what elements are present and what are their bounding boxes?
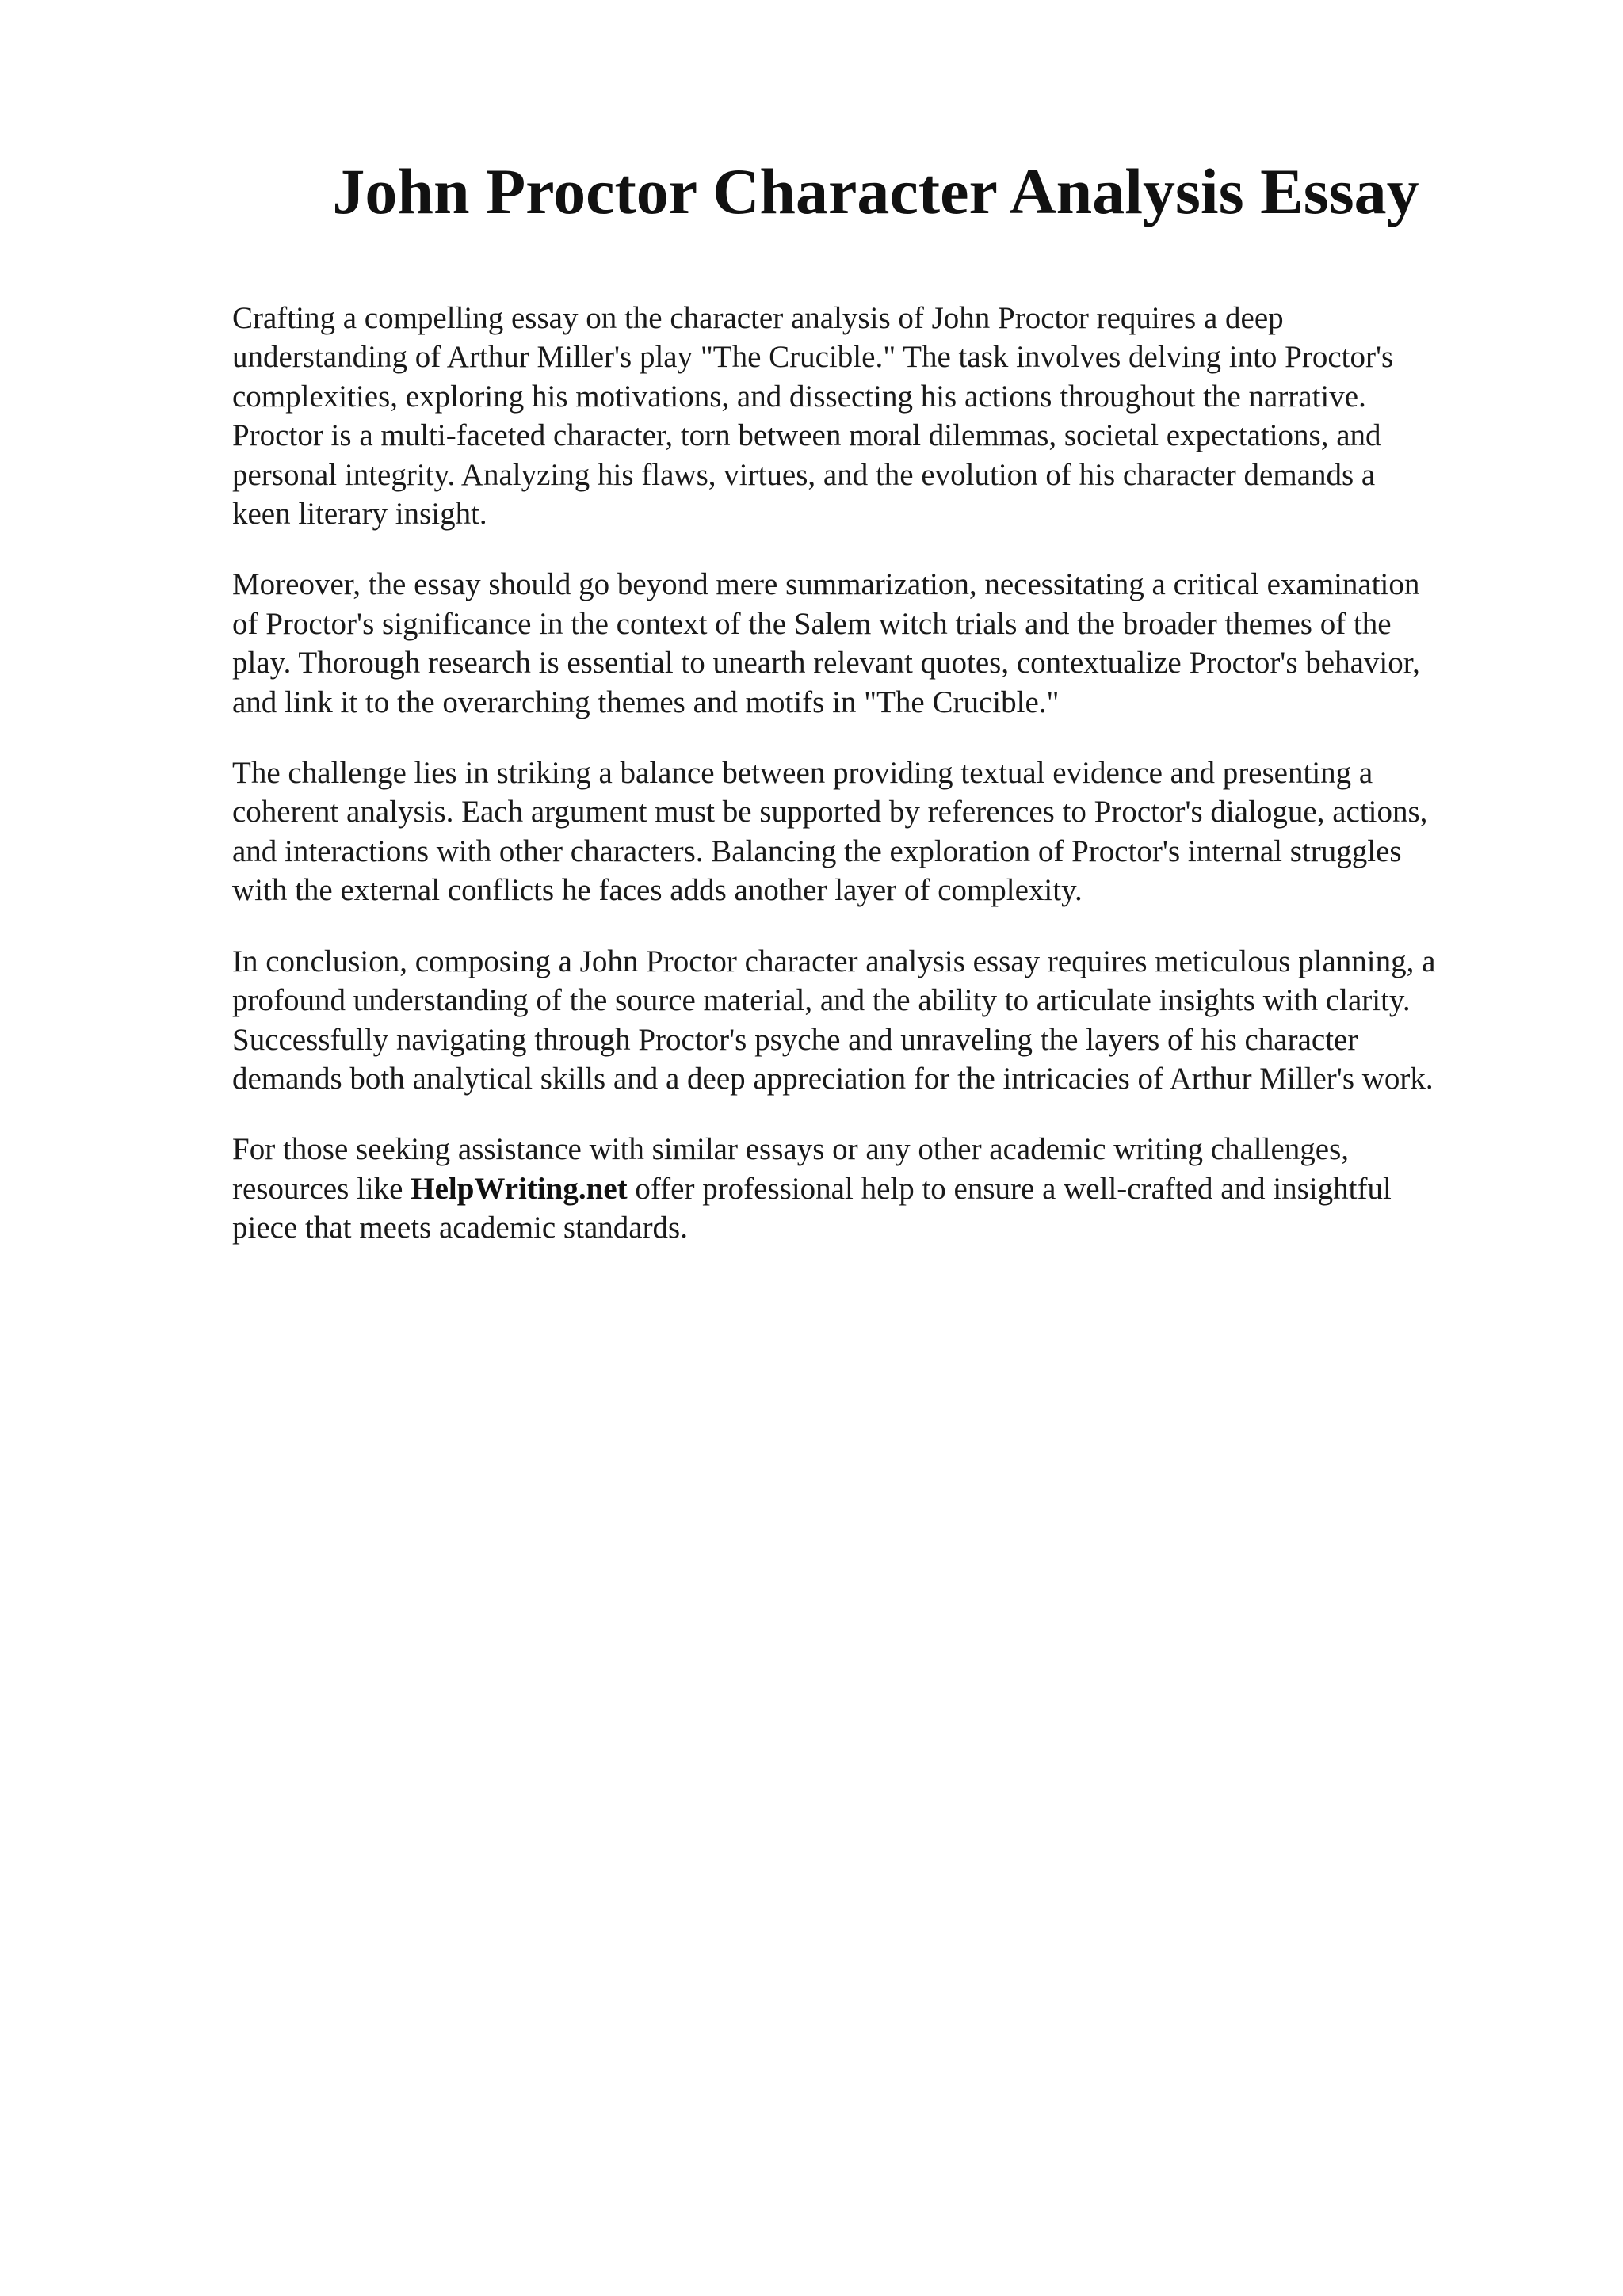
paragraph-line-with-brand <box>232 1169 1557 1208</box>
paragraph-line: piece that meets academic standards. <box>232 1211 688 1245</box>
paragraph-moreover <box>232 565 1557 722</box>
paragraph-line: with the external conflicts he faces adds another layer of complexity. <box>232 873 1083 908</box>
paragraph-line: In conclusion, composing a John Proctor character analysis essay requires meticulous planning, a <box>232 944 1436 978</box>
paragraph-line: keen literary insight. <box>232 497 487 532</box>
paragraph-line: coherent analysis. Each argument must be supported by references to Proctor's dialogue, actions, <box>232 795 1428 830</box>
paragraph-line: and link it to the overarching themes and motifs in "The Crucible." <box>232 685 1060 719</box>
closing-text-after: offer professional help to ensure a well-crafted and insightful <box>627 1171 1392 1206</box>
paragraph-line: play. Thorough research is essential to unearth relevant quotes, contextualize Proctor's behavior, <box>232 646 1420 681</box>
paragraph-line: Proctor is a multi-faceted character, torn between moral dilemmas, societal expectations, and <box>232 418 1381 453</box>
paragraph-line: For those seeking assistance with similar essays or any other academic writing challenges, <box>232 1132 1350 1167</box>
closing-text-before: resources like <box>232 1171 411 1206</box>
paragraph-line: Crafting a compelling essay on the character analysis of John Proctor requires a deep <box>232 301 1284 335</box>
paragraph-line: Successfully navigating through Proctor's psyche and unraveling the layers of his character <box>232 1022 1358 1057</box>
paragraph-conclusion <box>232 942 1557 1099</box>
paragraph-line: The challenge lies in striking a balance between providing textual evidence and presenting a <box>232 756 1373 791</box>
paragraph-line: understanding of Arthur Miller's play "The Crucible." The task involves delving into Proctor's <box>232 340 1394 375</box>
paragraph-line: demands both analytical skills and a deep appreciation for the intricacies of Arthur Miller's work. <box>232 1061 1434 1096</box>
paragraph-line: and interactions with other characters. Balancing the exploration of Proctor's internal struggles <box>232 833 1402 868</box>
paragraph-closing <box>232 1130 1557 1247</box>
paragraph-line: complexities, exploring his motivations, and dissecting his actions throughout the narrative. <box>232 379 1366 414</box>
paragraph-line: profound understanding of the source material, and the ability to articulate insights with clarity. <box>232 983 1411 1018</box>
paragraph-line: Moreover, the essay should go beyond mere summarization, necessitating a critical examination <box>232 567 1420 602</box>
helpwriting-brand-link[interactable]: HelpWriting.net <box>411 1171 628 1206</box>
paragraph-intro <box>232 299 1557 533</box>
paragraph-challenge <box>232 753 1557 910</box>
paragraph-line: of Proctor's significance in the context of the Salem witch trials and the broader themes of the <box>232 606 1392 641</box>
page-title: John Proctor Character Analysis Essay <box>332 155 1419 227</box>
paragraph-line: personal integrity. Analyzing his flaws, virtues, and the evolution of his character demands a <box>232 457 1376 492</box>
essay-body <box>232 299 1557 1280</box>
